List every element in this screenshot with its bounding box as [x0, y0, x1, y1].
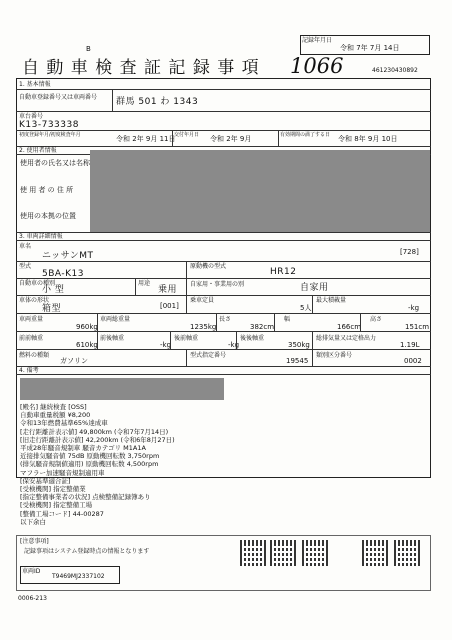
section4-heading: 4. 備考 — [19, 367, 39, 374]
class-value: 0002 — [404, 357, 422, 365]
document-title: 自 動 車 検 査 証 記 録 事 項 — [22, 58, 260, 78]
max-load-value: -kg — [408, 304, 420, 312]
first-reg-label: 初度登録年月/初度検査年月 — [19, 132, 81, 138]
issue-date-label: 記録年月日 — [302, 37, 333, 44]
issued-label: 交付年月日 — [174, 132, 200, 138]
height-value: 151cm — [405, 323, 430, 331]
vehicle-id-label: 車両ID — [22, 568, 41, 575]
base-location-label: 使用の本拠の位置 — [20, 212, 76, 220]
remark-line: (排気騒音規制値適用) 原動機回転数 4,500rpm — [20, 460, 159, 469]
chassis-value: K13-733338 — [19, 120, 79, 130]
fuel-label: 燃料の種類 — [19, 352, 50, 359]
remark-line: [殿名] 継続検査 [OSS] — [20, 403, 87, 411]
remark-line: [受検機関] 指定整備工場 — [20, 501, 93, 510]
body-code: [001] — [160, 302, 179, 310]
qr-code-icon — [302, 540, 328, 566]
length-value: 382cm — [250, 323, 275, 331]
remarks-list — [20, 403, 175, 526]
front-rear-value: -kg — [160, 341, 172, 349]
length-label: 長さ — [219, 316, 232, 323]
capacity-label: 乗車定員 — [190, 297, 215, 304]
private-value: 自家用 — [300, 283, 329, 293]
qr-code-icon — [394, 540, 420, 566]
model-label: 型式 — [19, 263, 32, 270]
gross-label: 車両総重量 — [100, 316, 131, 323]
remark-line: [保安基準適合証] — [20, 476, 71, 485]
footer-code: 0006-213 — [18, 595, 47, 602]
notice-heading: [注意事項] — [20, 538, 49, 545]
private-label: 自家用・事業用の別 — [190, 281, 245, 288]
remark-line: [受検機関] 指定整備業 — [20, 485, 86, 494]
use-value: 乗用 — [158, 285, 178, 295]
type-value: 小 型 — [42, 285, 65, 295]
remark-line: 以下余白 — [20, 517, 46, 526]
remark-line: 近接排気騒音値 75dB 原動機回転数 3,750rpm — [20, 452, 160, 461]
width-label: 幅 — [284, 316, 291, 323]
displacement-label: 総排気量又は定格出力 — [316, 335, 377, 342]
cert-value: 19545 — [286, 357, 309, 365]
form-code: B — [86, 45, 91, 53]
rear-axle-label: 後後軸重 — [240, 335, 265, 342]
first-reg-value: 令和 2年 9月 11日 — [116, 135, 176, 143]
weight-label: 車両重量 — [19, 316, 44, 323]
type-label: 自動車の種別 — [19, 280, 56, 287]
section2-heading: 2. 使用者情報 — [19, 147, 57, 154]
barcode-number: 461230430892 — [372, 67, 418, 74]
expiry-label: 有効期間の満了する日 — [280, 132, 331, 138]
issued-value: 令和 2年 9月 — [210, 135, 252, 143]
redacted-remarks-header — [20, 378, 224, 400]
qr-code-icon — [240, 540, 266, 566]
name-value: ニッサンMT — [42, 251, 94, 261]
width-value: 166cm — [337, 323, 362, 331]
gross-value: 1235kg — [190, 323, 217, 331]
remark-line: 自動車重量税額 ¥8,200 — [20, 411, 91, 420]
displacement-value: 1.19L — [400, 341, 420, 349]
class-label: 類別区分番号 — [316, 352, 353, 359]
expiry-value: 令和 8年 9月 10日 — [338, 135, 398, 143]
rear-front-label: 後前軸重 — [174, 335, 199, 342]
section1-heading: 1. 基本情報 — [19, 81, 51, 88]
name-label: 車名 — [19, 243, 32, 250]
height-label: 高さ — [370, 316, 383, 323]
front-axle-value: 610kg — [76, 341, 98, 349]
rear-front-value: -kg — [228, 341, 240, 349]
remark-line: [指定整備事業者の状況] 点検整備記録簿あり — [20, 493, 151, 502]
chassis-label: 車台番号 — [19, 113, 44, 120]
max-load-label: 最大積載量 — [316, 297, 347, 304]
remark-line: [旧走行距離計表示値] 42,200km (令和6年8月27日) — [20, 435, 175, 444]
fuel-value: ガソリン — [60, 357, 88, 365]
engine-label: 原動機の型式 — [190, 263, 227, 270]
engine-value: HR12 — [270, 267, 297, 277]
body-value: 箱型 — [42, 304, 62, 314]
vehicle-id-value: T9469MJ2337102 — [52, 573, 105, 580]
reg-no-value: 群馬 501 わ 1343 — [116, 97, 199, 107]
handwritten-note: 1066 — [290, 54, 344, 78]
remark-line: 令和13年燃費基準65%達成車 — [20, 419, 108, 428]
qr-code-icon — [270, 540, 296, 566]
use-label: 用途 — [138, 280, 151, 287]
cert-label: 型式指定番号 — [190, 352, 227, 359]
notice-text: 記録事項はシステム登録時点の情報となります — [24, 548, 150, 555]
remark-line: 平成28年騒音規制車 騒音カテゴリ M1A1A — [20, 444, 146, 453]
redacted-user-info — [90, 150, 430, 232]
remark-line: [整備工場コード] 44-00287 — [20, 509, 104, 518]
qr-code-icon — [362, 540, 388, 566]
user-address-label: 使 用 者 の 住 所 — [20, 186, 74, 194]
model-value: 5BA-K13 — [42, 269, 84, 279]
body-label: 車体の形状 — [19, 297, 50, 304]
rear-axle-value: 350kg — [288, 341, 310, 349]
front-rear-label: 前後軸重 — [100, 335, 125, 342]
user-name-label: 使用者の氏名又は名称 — [20, 159, 90, 167]
reg-no-label: 自動車登録番号又は車両番号 — [19, 94, 98, 101]
issue-date-value: 令和 7年 7月 14日 — [340, 44, 400, 52]
weight-value: 960kg — [76, 323, 98, 331]
front-axle-label: 前前軸重 — [19, 335, 44, 342]
remark-line: マフラー加速騒音規制適用車 — [20, 468, 105, 477]
name-code: [728] — [400, 248, 419, 256]
section3-heading: 3. 車両詳細情報 — [19, 233, 63, 240]
capacity-value: 5人 — [300, 304, 312, 312]
remark-line: [走行距離計表示値] 49,800km (令和7年7月14日) — [20, 427, 169, 436]
